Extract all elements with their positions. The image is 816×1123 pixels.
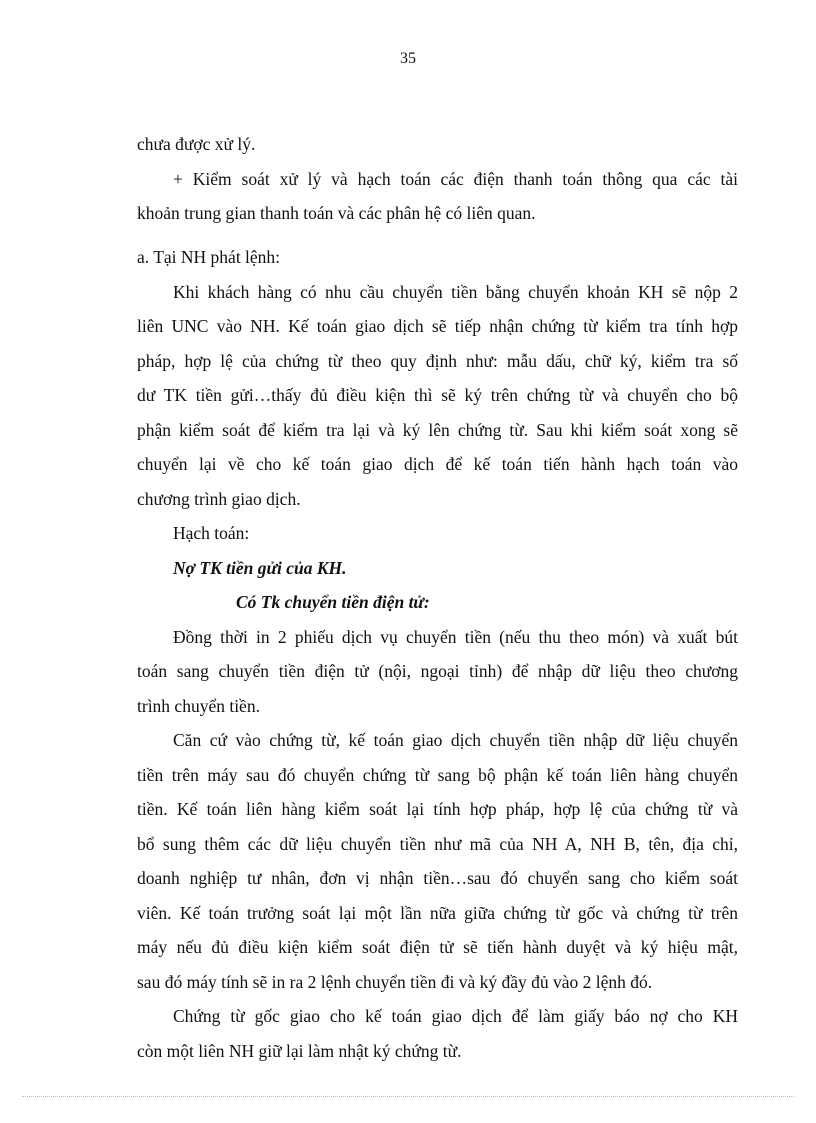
text-line: viên. Kế toán trưởng soát lại một lần nữa giữa chứng từ gốc và chứng từ trên [137,902,738,923]
text-line: sau đó máy tính sẽ in ra 2 lệnh chuyển tiền đi và ký đầy đủ vào 2 lệnh đó. [137,971,653,992]
accounting-debit-line: Nợ TK tiền gửi của KH. [173,557,347,578]
text-line: Căn cứ vào chứng từ, kế toán giao dịch chuyển tiền nhập dữ liệu chuyển [173,730,738,750]
text-line: + Kiểm soát xử lý và hạch toán các điện thanh toán thông qua các tài [173,168,738,189]
accounting-credit-line: Có Tk chuyển tiền điện tử: [236,592,430,612]
text-line: còn một liên NH giữ lại làm nhật ký chứng từ. [137,1040,462,1061]
text-line: pháp, hợp lệ của chứng từ theo quy định như: mẫu dấu, chữ ký, kiểm tra số [137,350,738,371]
bottom-dotted-rule [22,1096,794,1097]
text-line: phận kiểm soát để kiểm tra lại và ký lên chứng từ. Sau khi kiểm soát xong sẽ [137,419,738,440]
text-line: liên UNC vào NH. Kế toán giao dịch sẽ tiếp nhận chứng từ kiểm tra tính hợp [137,316,738,336]
text-line: trình chuyển tiền. [137,695,260,716]
text-line: chưa được xử lý. [137,134,256,154]
text-line: doanh nghiệp tư nhân, đơn vị nhận tiền…sau đó chuyển sang cho kiểm soát [137,868,738,888]
text-line: chương trình giao dịch. [137,488,301,509]
text-block-intro [137,127,738,231]
text-line: tiền trên máy sau đó chuyển chứng từ sang bộ phận kế toán liên hàng chuyển [137,764,738,785]
section-heading: a. Tại NH phát lệnh: [137,247,281,267]
text-line: bổ sung thêm các dữ liệu chuyển tiền như mã của NH A, NH B, tên, địa chỉ, [137,833,738,854]
text-block-main [137,240,738,1068]
text-line: dư TK tiền gửi…thấy đủ điều kiện thì sẽ ký trên chứng từ và chuyển cho bộ [137,385,738,405]
text-line: máy nếu đủ điều kiện kiểm soát điện tử sẽ tiến hành duyệt và ký hiệu mật, [137,937,738,957]
text-line: Khi khách hàng có nhu cầu chuyển tiền bằng chuyển khoản KH sẽ nộp 2 [173,281,738,302]
text-line: Đồng thời in 2 phiếu dịch vụ chuyển tiền (nếu thu theo món) và xuất bút [173,626,738,647]
text-line: chuyển lại về cho kế toán giao dịch để kế toán tiến hành hạch toán vào [137,454,738,474]
text-line: khoản trung gian thanh toán và các phân hệ có liên quan. [137,203,536,223]
text-line: Chứng từ gốc giao cho kế toán giao dịch để làm giấy báo nợ cho KH [173,1006,738,1026]
page-number: 35 [400,50,416,67]
text-line: toán sang chuyển tiền điện tử (nội, ngoại tỉnh) để nhập dữ liệu theo chương [137,661,738,681]
text-line: Hạch toán: [173,523,250,543]
text-line: tiền. Kế toán liên hàng kiểm soát lại tính hợp pháp, hợp lệ của chứng từ và [137,799,738,819]
